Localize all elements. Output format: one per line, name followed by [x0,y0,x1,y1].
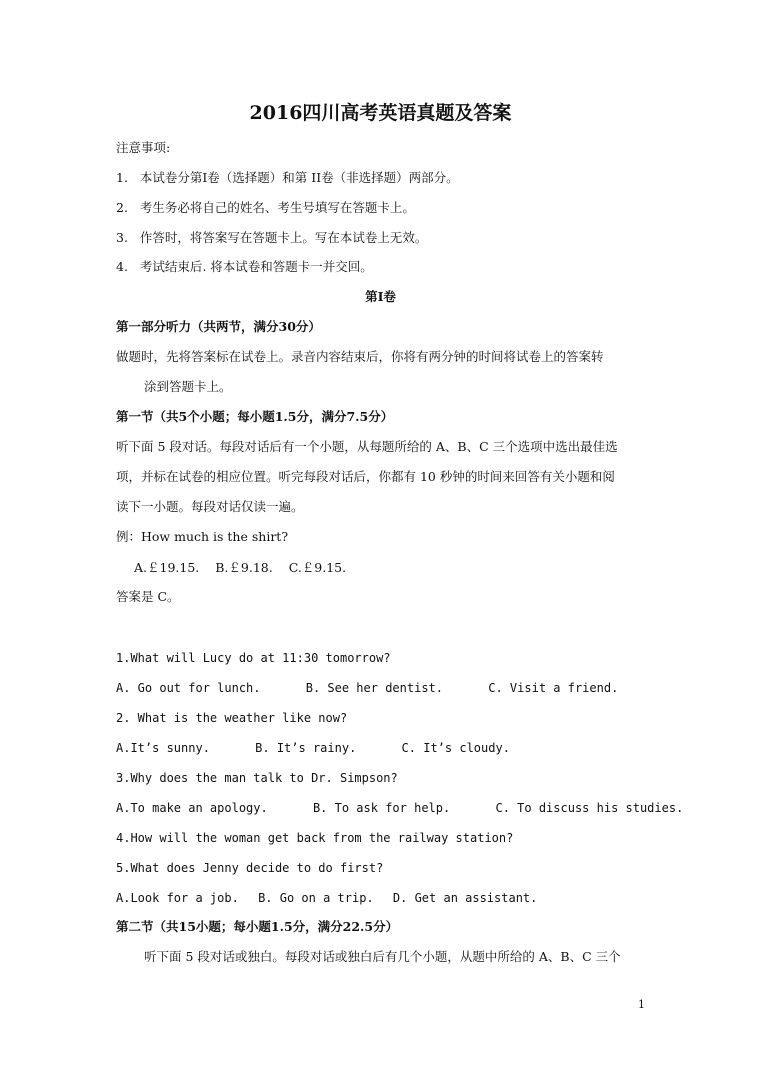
question-2-options [116,739,676,757]
question-3-options [116,799,684,817]
page-number: 1 [638,998,645,1011]
option-c: C. It’s cloudy. [401,741,510,755]
notice-item-text: 考生务必将自己的姓名、考生号填写在答题卡上。 [139,200,415,215]
notice-heading: 注意事项: [116,140,171,155]
notice-item-text: 作答时，将答案写在答题卡上。写在本试卷上无效。 [139,230,428,245]
option-a: A.To make an apology. [116,801,268,815]
notice-item-number: 4. [116,259,128,274]
section1-desc-2: 项，并标在试卷的相应位置。听完每段对话后，你都有 10 秒钟的时间来回答有关小题和阅 [116,469,615,484]
question-3: 3.Why does the man talk to Dr. Simpson? [116,771,398,785]
option-a: A.Look for a job. [116,891,239,905]
example-question: 例：How much is the shirt? [116,529,289,544]
notice-item-number: 2. [116,200,128,215]
question-5: 5.What does Jenny decide to do first? [116,861,384,875]
notice-item-text: 本试卷分第Ⅰ卷（选择题）和第 II卷（非选择题）两部分。 [139,170,459,185]
notice-item-4 [116,258,676,276]
part1-instruction-cont: 涂到答题卡上。 [144,379,232,394]
section1-desc-3: 读下一小题。每段对话仅读一遍。 [116,499,304,514]
notice-item-number: 1. [116,170,128,185]
option-a: A.￡19.15. [134,560,200,575]
question-1: 1.What will Lucy do at 11:30 tomorrow? [116,651,391,665]
section2-heading: 第二节（共15小题；每小题1.5分，满分22.5分） [116,919,399,934]
notice-item-text: 考试结束后. 将本试卷和答题卡一并交回。 [139,259,373,274]
option-c: C. To discuss his studies. [495,801,684,815]
section1-desc: 听下面 5 段对话。每段对话后有一个小题，从每题所给的 A、B、C 三个选项中选出最佳选 [116,439,618,454]
notice-item-3 [116,229,676,247]
question-5-options [116,889,676,907]
question-4: 4.How will the woman get back from the railway station? [116,831,514,845]
volume-title: 第Ⅰ卷 [365,289,396,304]
option-c: C.￡9.15. [288,560,347,575]
notice-item-2 [116,199,676,217]
part1-heading: 第一部分听力（共两节，满分30分） [116,319,321,334]
option-b: B. It’s rainy. [255,741,357,755]
option-c: C. Visit a friend. [488,681,619,695]
part1-instruction: 做题时，先将答案标在试卷上。录音内容结束后，你将有两分钟的时间将试卷上的答案转 [116,349,604,364]
example-answer: 答案是 C。 [116,589,180,604]
option-b: B.￡9.18. [215,560,273,575]
notice-item-1 [116,169,676,187]
option-a: A.It’s sunny. [116,741,210,755]
option-b: B. Go on a trip. [258,891,374,905]
notice-item-number: 3. [116,230,128,245]
example-options [134,559,694,577]
question-2: 2. What is the weather like now? [116,711,348,725]
section1-heading: 第一节（共5个小题；每小题1.5分，满分7.5分） [116,409,394,424]
option-b: B. To ask for help. [312,801,451,815]
section2-desc: 听下面 5 段对话或独白。每段对话或独白后有几个小题，从题中所给的 A、B、C 三个 [144,949,621,964]
option-b: B. See her dentist. [305,681,444,695]
document-title: 2016四川高考英语真题及答案 [249,102,512,124]
question-1-options [116,679,676,697]
option-d: D. Get an assistant. [392,891,538,905]
option-a: A. Go out for lunch. [116,681,261,695]
